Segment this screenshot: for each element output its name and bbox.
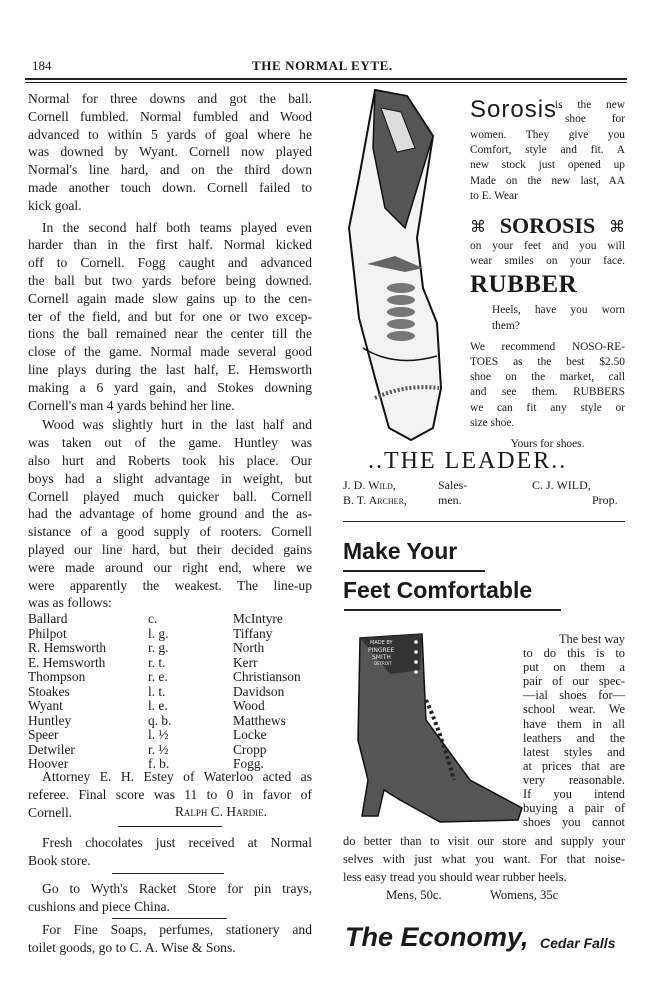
ad-divider <box>343 521 625 522</box>
text-line: tions the ball remained near the center till the <box>28 326 312 342</box>
text-line: size shoe. <box>470 416 515 429</box>
text-line: were made around our right end, where we <box>28 559 312 575</box>
normal-player: Huntley <box>28 712 72 728</box>
cornell-player: Wood <box>233 698 265 713</box>
text-line: have them in all <box>523 716 625 731</box>
lineup-row <box>28 685 333 700</box>
salesmen-label: men. <box>438 493 462 507</box>
text-line: shoe on the market, call <box>470 371 625 384</box>
text-line: less easy tread you should wear rubber heels. <box>343 870 567 884</box>
boot-maker-label: SMITH <box>372 654 391 661</box>
text-line: TOES as the best $2.50 <box>470 356 625 369</box>
cornell-player: Kerr <box>233 654 258 670</box>
notice-soaps <box>28 921 312 957</box>
lineup-table <box>28 612 333 772</box>
text-line: was as follows: <box>28 595 112 611</box>
headline-underline <box>344 609 561 611</box>
text-line: to do this is to <box>523 646 625 661</box>
economy-city: Cedar Falls <box>540 935 616 951</box>
text-line: new stock just opened up <box>470 159 625 172</box>
salesman-name: J. D. Wild, <box>343 478 396 492</box>
text-line: close of the game. Normal made several good <box>28 344 312 360</box>
price-mens: Mens, 50c. <box>386 888 442 902</box>
text-line: to E. Wear <box>470 189 518 202</box>
page-number: 184 <box>32 58 52 73</box>
cornell-player: Matthews <box>233 712 286 728</box>
text-line: Fresh chocolates just received at Normal <box>42 835 312 850</box>
salesmen-label: Sales- <box>438 478 468 492</box>
article-column <box>28 90 312 612</box>
text-line: were apparently the weakest. The line-up <box>28 577 312 593</box>
boot-maker-label: PINGREE <box>368 647 395 654</box>
article-paragraph <box>28 219 312 415</box>
text-line: very reasonable. <box>523 772 625 787</box>
text-line: toilet goods, go to C. A. Wise & Sons. <box>28 939 236 955</box>
normal-player: Hoover <box>28 756 69 771</box>
position: r. e. <box>148 669 168 684</box>
sorosis-banner-text <box>470 239 625 269</box>
text-line: Cornell again made slow gains up to the cen- <box>28 290 312 306</box>
text-line: made another touch down. Cornell failed to <box>28 179 312 195</box>
economy-headline: Feet Comfortable <box>343 577 533 603</box>
lineup-row <box>28 641 333 656</box>
recommend-text <box>470 340 625 431</box>
normal-player: Thompson <box>28 669 86 684</box>
text-line: cushions and piece China. <box>28 898 170 914</box>
text-line: Attorney E. H. Estey of Waterloo acted as <box>42 769 312 784</box>
divider <box>118 826 222 827</box>
proprietor-name: C. J. WILD, <box>532 478 591 492</box>
cornell-player: Fogg. <box>233 756 264 771</box>
normal-player: Stoakes <box>28 683 70 699</box>
economy-body-text <box>343 832 625 886</box>
text-line: harder than in the first half. Normal kicked <box>28 237 312 253</box>
rubber-heading: RUBBER <box>470 271 578 299</box>
economy-store-name: The Economy, <box>345 922 529 952</box>
lineup-row <box>28 612 333 627</box>
ladies-boot-illustration <box>350 630 528 826</box>
text-line: at prices that are <box>523 758 625 773</box>
text-line: leathers and the <box>523 730 625 745</box>
text-line: wear smiles on your face. <box>470 255 625 268</box>
text-line: advanced to within 5 yards of goal where he <box>28 126 312 142</box>
sorosis-side-line: is the new <box>555 99 625 111</box>
cornell-player: Tiffany <box>233 625 273 641</box>
article-paragraph <box>28 90 312 215</box>
text-line: we can fit any style or <box>470 401 625 414</box>
header-rule-thin <box>25 82 627 83</box>
position: r. ½ <box>148 741 169 757</box>
clover-icon: ⌘ <box>470 216 486 236</box>
heels-text <box>492 303 625 333</box>
text-line: played our line hard, but their decided gains <box>28 541 312 557</box>
text-line: If you intend <box>523 787 625 802</box>
text-line: making a 6 yard gain, and Stokes downing <box>28 379 312 395</box>
text-line: the ball but two yards before being downed. <box>28 272 312 288</box>
text-line: Cornell's man 4 yards behind her line. <box>28 397 235 413</box>
text-line: Normal's line hard, and on the third down <box>28 162 312 178</box>
normal-player: Wyant <box>28 698 63 713</box>
cornell-player: Cropp <box>233 741 267 757</box>
text-line: on your feet and you will <box>470 240 625 253</box>
running-title: THE NORMAL EYTE. <box>252 58 393 73</box>
position: q. b. <box>148 712 172 728</box>
lineup-row <box>28 670 333 685</box>
text-line: referee. Final score was 11 to 0 in favor of <box>28 786 312 802</box>
text-line: ter of the field, and but for one or two excep- <box>28 308 312 324</box>
signoff: Yours for shoes. <box>510 438 585 451</box>
economy-side-text <box>523 632 625 829</box>
sorosis-logo: Sorosis <box>470 96 558 123</box>
text-line: had the advantage of home ground and the as- <box>28 506 312 522</box>
text-line: Made on the new last, AA <box>470 174 625 187</box>
headline-underline <box>343 570 485 572</box>
divider <box>112 873 224 874</box>
cornell-player: Christianson <box>233 669 301 684</box>
text-line: Cornell played much quicker ball. Cornell <box>28 488 312 504</box>
text-line: Wood was slightly hurt in the last half and <box>42 417 312 433</box>
text-line: —ial shoes for— <box>523 688 625 703</box>
cornell-player: Davidson <box>233 683 285 699</box>
header-rule <box>25 78 627 80</box>
text-line: In the second half both teams played even <box>42 219 312 235</box>
lineup-row <box>28 714 333 729</box>
text-line: shoes you cannot <box>523 815 625 830</box>
text-line: women. They give you <box>470 129 625 141</box>
text-line: Cornell fumbled. Normal fumbled and Wood <box>28 108 312 124</box>
salesman-name: B. T. Archer, <box>343 493 407 507</box>
text-line: sistance of a good supply of rooters. Cornell <box>28 524 312 540</box>
cornell-player: North <box>233 640 265 655</box>
text-line: also hurt and Roberts took his place. Our <box>28 452 312 468</box>
text-line: The best way <box>558 632 625 646</box>
economy-headline: Make Your <box>343 538 458 564</box>
text-line: We recommend NOSO-RE- <box>470 340 625 353</box>
normal-player: Ballard <box>28 611 68 626</box>
boot-maker-label: MADE BY <box>370 640 393 646</box>
text-line: Book store. <box>28 852 91 868</box>
position: l. ½ <box>148 727 169 742</box>
text-line: Cornell. <box>28 804 73 820</box>
text-line: pair of our spec- <box>523 674 625 689</box>
normal-player: E. Hemsworth <box>28 654 106 670</box>
closing-paragraph <box>28 768 312 821</box>
text-line: Heels, have you worn <box>492 304 625 317</box>
text-line: boys had a slight advantage in weight, but <box>28 470 312 486</box>
position: r. g. <box>148 640 169 655</box>
text-line: For Fine Soaps, perfumes, stationery and <box>42 922 312 937</box>
text-line: and see them. RUBBERS <box>470 386 625 399</box>
lineup-row <box>28 728 333 743</box>
lineup-row <box>28 656 333 671</box>
text-line: kick goal. <box>28 197 82 213</box>
article-paragraph <box>28 416 312 612</box>
position: r. t. <box>148 654 166 670</box>
text-line: do better than to visit our store and supply your <box>343 834 625 848</box>
text-line: line plays during the last half, E. Hemsworth <box>28 361 312 377</box>
normal-player: R. Hemsworth <box>28 640 107 655</box>
text-line: Comfort, style and fit. A <box>470 144 625 157</box>
sorosis-banner: ⌘ SOROSIS ⌘ <box>470 213 625 239</box>
sorosis-shoe-illustration <box>345 88 460 443</box>
text-line: Go to Wyth's Racket Store for pin trays, <box>42 881 312 896</box>
position: c. <box>148 611 158 626</box>
text-line: was taken out of the game. Huntley was <box>28 435 312 451</box>
leader-store-name: ..THE LEADER.. <box>368 448 568 474</box>
notice-racket-store <box>28 880 312 916</box>
clover-icon: ⌘ <box>608 216 625 236</box>
text-line: buying a pair of <box>523 801 625 816</box>
sorosis-side-line: shoe for <box>565 113 625 125</box>
text-line: was downed by Wyant. Cornell now played <box>28 144 312 160</box>
position: l. e. <box>148 698 168 713</box>
position: f. b. <box>148 756 170 771</box>
lineup-row <box>28 627 333 642</box>
normal-player: Detwiler <box>28 741 75 757</box>
lineup-row <box>28 699 333 714</box>
position: l. g. <box>148 625 169 641</box>
sorosis-intro <box>470 128 625 204</box>
boot-maker-label: DETROIT <box>374 661 392 666</box>
text-line: latest styles and <box>523 744 625 759</box>
text-line: school wear. We <box>523 702 625 717</box>
normal-player: Speer <box>28 727 59 742</box>
normal-player: Philpot <box>28 625 67 641</box>
text-line: off to Cornell. Fogg caught and advanced <box>28 255 312 271</box>
price-womens: Womens, 35c <box>490 888 559 902</box>
text-line: put on them a <box>523 660 625 675</box>
sorosis-ad <box>470 96 625 452</box>
cornell-player: Locke <box>233 727 267 742</box>
text-line: selves with just what you want. For that noise- <box>343 852 625 866</box>
author-signature: Ralph C. Hardie. <box>175 804 267 819</box>
text-line: them? <box>492 319 520 332</box>
divider <box>112 918 227 919</box>
cornell-player: McIntyre <box>233 611 283 626</box>
position: l. t. <box>148 683 166 699</box>
notice-chocolates <box>28 834 312 870</box>
text-line: Normal for three downs and got the ball. <box>28 91 312 106</box>
lineup-row <box>28 743 333 758</box>
proprietor-label: Prop. <box>592 493 618 507</box>
